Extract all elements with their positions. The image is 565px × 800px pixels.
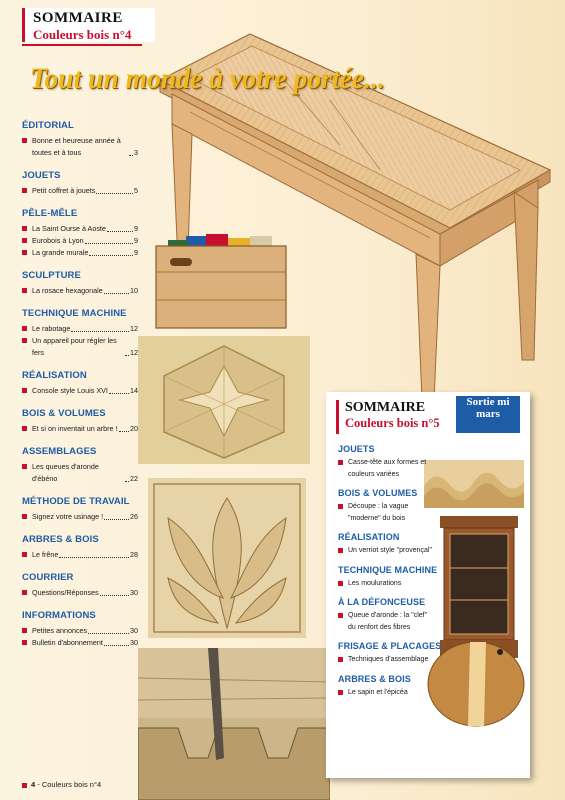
entry-page: 9 bbox=[134, 236, 138, 245]
leader-dots bbox=[119, 431, 130, 432]
entry-page: 30 bbox=[130, 588, 138, 597]
leader-dots bbox=[89, 255, 133, 256]
entry-text: Les queues d'aronde d'ébéno bbox=[32, 462, 99, 483]
entry-page: 12 bbox=[130, 348, 138, 357]
section-title: RÉALISATION bbox=[22, 370, 87, 381]
toc-section-realisation bbox=[22, 370, 138, 397]
section-title: RÉALISATION bbox=[338, 532, 400, 542]
header-title: SOMMAIRE bbox=[33, 10, 123, 26]
toc-section-courrier bbox=[22, 572, 138, 599]
entry-page: 12 bbox=[130, 324, 138, 333]
leader-dots bbox=[100, 595, 129, 596]
entry-text: Queue d'aronde : la "clef" du renfort des fibres bbox=[348, 612, 428, 631]
entry-text: Petites annonces bbox=[32, 626, 88, 635]
bullet-square-icon bbox=[22, 238, 27, 243]
toc-entry[interactable] bbox=[22, 461, 138, 485]
toc-entry[interactable] bbox=[22, 587, 138, 599]
section-title: ASSEMBLAGES bbox=[22, 446, 97, 457]
entry-text: Le sapin et l'épicéa bbox=[348, 688, 408, 696]
toc-section-bois-volumes bbox=[22, 408, 138, 435]
toc-entry[interactable] bbox=[22, 385, 138, 397]
toc-entry[interactable] bbox=[22, 335, 138, 359]
entry-page: 20 bbox=[130, 424, 138, 433]
next-issue-title: SOMMAIRE bbox=[345, 400, 426, 415]
leader-dots bbox=[88, 633, 129, 634]
section-title: JOUETS bbox=[22, 170, 61, 181]
next-entry[interactable] bbox=[338, 610, 432, 633]
next-issue-box bbox=[326, 392, 530, 778]
section-title: JOUETS bbox=[338, 444, 375, 454]
header-rule bbox=[22, 44, 142, 46]
entry-text: Eurobois à Lyon bbox=[32, 236, 84, 245]
section-title: SCULPTURE bbox=[22, 270, 81, 281]
entry-text: Techniques d'assemblage bbox=[348, 656, 429, 663]
section-title: BOIS & VOLUMES bbox=[22, 408, 106, 419]
bullet-square-icon bbox=[338, 460, 343, 465]
entry-text: La Saint Ourse à Aoste bbox=[32, 224, 106, 233]
bullet-square-icon bbox=[22, 138, 27, 143]
bullet-square-icon bbox=[22, 338, 27, 343]
leader-dots bbox=[104, 645, 129, 646]
bullet-square-icon bbox=[338, 548, 343, 553]
dovetail-illustration bbox=[138, 648, 330, 800]
toc-section-pele-mele bbox=[22, 208, 138, 259]
next-section-bois-volumes bbox=[338, 488, 524, 524]
next-section-jouets bbox=[338, 444, 524, 480]
next-entry[interactable] bbox=[338, 545, 432, 557]
toc-entry[interactable] bbox=[22, 285, 138, 297]
next-issue-contents bbox=[338, 444, 524, 706]
next-section-arbres-bois bbox=[338, 674, 524, 699]
entry-text: Un appareil pour régler les fers bbox=[32, 336, 117, 357]
bullet-square-icon bbox=[22, 226, 27, 231]
leader-dots bbox=[104, 519, 129, 520]
toc-entry[interactable] bbox=[22, 185, 138, 197]
bullet-square-icon bbox=[22, 783, 27, 788]
toc-entry[interactable] bbox=[22, 135, 138, 159]
entry-page: 5 bbox=[134, 186, 138, 195]
section-title: TECHNIQUE MACHINE bbox=[338, 564, 438, 575]
entry-page: 30 bbox=[130, 626, 138, 635]
section-title: TECHNIQUE MACHINE bbox=[22, 308, 127, 319]
next-entry[interactable] bbox=[338, 457, 432, 480]
entry-text: La rosace hexagonale bbox=[32, 286, 103, 295]
leader-dots bbox=[71, 331, 129, 332]
section-title: BOIS & VOLUMES bbox=[338, 488, 418, 498]
toc-entry[interactable] bbox=[22, 511, 138, 523]
toc-entry[interactable] bbox=[22, 549, 138, 561]
entry-text: La grande murale bbox=[32, 248, 89, 257]
bullet-square-icon bbox=[338, 581, 343, 586]
bullet-square-icon bbox=[22, 188, 27, 193]
entry-text: Découpe : la vague "moderne" du bois bbox=[348, 503, 409, 522]
release-badge: Sortie mi mars bbox=[456, 396, 520, 433]
entry-text: Petit coffret à jouets bbox=[32, 186, 96, 195]
next-section-realisation bbox=[338, 532, 524, 557]
toc-entry[interactable] bbox=[22, 247, 138, 259]
toy-box-illustration bbox=[146, 232, 294, 334]
entry-page: 14 bbox=[130, 386, 138, 395]
bullet-square-icon bbox=[22, 628, 27, 633]
footer-text: - Couleurs bois n°4 bbox=[37, 780, 102, 789]
entry-page: 30 bbox=[130, 638, 138, 647]
bullet-square-icon bbox=[22, 590, 27, 595]
table-of-contents bbox=[22, 120, 138, 660]
entry-text: Casse-tête aux formes et couleurs variées bbox=[348, 459, 427, 478]
bullet-square-icon bbox=[338, 504, 343, 509]
bullet-square-icon bbox=[22, 288, 27, 293]
entry-text: Questions/Réponses bbox=[32, 588, 99, 597]
next-section-technique-machine bbox=[338, 565, 524, 590]
toc-section-methode bbox=[22, 496, 138, 523]
bullet-square-icon bbox=[22, 326, 27, 331]
section-title: MÉTHODE DE TRAVAIL bbox=[22, 496, 130, 507]
bullet-square-icon bbox=[22, 640, 27, 645]
bullet-square-icon bbox=[22, 552, 27, 557]
bullet-square-icon bbox=[22, 426, 27, 431]
leader-dots bbox=[104, 293, 129, 294]
entry-text: Le rabotage bbox=[32, 324, 71, 333]
leader-dots bbox=[125, 481, 129, 482]
next-entry[interactable] bbox=[338, 578, 432, 590]
next-entry[interactable] bbox=[338, 501, 432, 524]
next-issue-subtitle: Couleurs bois n°5 bbox=[345, 416, 440, 430]
entry-text: Signez votre usinage ! bbox=[32, 512, 104, 521]
leader-dots bbox=[85, 243, 133, 244]
section-title: COURRIER bbox=[22, 572, 74, 583]
page-footer bbox=[22, 780, 101, 789]
bullet-square-icon bbox=[338, 690, 343, 695]
leader-dots bbox=[129, 155, 133, 156]
toc-section-sculpture bbox=[22, 270, 138, 297]
leader-dots bbox=[59, 557, 129, 558]
toc-entry[interactable] bbox=[22, 323, 138, 335]
next-section-frisage bbox=[338, 641, 524, 666]
entry-text: Et si on inventait un arbre ! bbox=[32, 424, 118, 433]
entry-text: Le frêne bbox=[32, 550, 59, 559]
toc-entry[interactable] bbox=[22, 423, 138, 435]
toc-section-jouets bbox=[22, 170, 138, 197]
toc-section-arbres-bois bbox=[22, 534, 138, 561]
toc-entry[interactable] bbox=[22, 223, 138, 235]
entry-page: 28 bbox=[130, 550, 138, 559]
bullet-square-icon bbox=[22, 514, 27, 519]
bullet-square-icon bbox=[22, 250, 27, 255]
next-entry[interactable] bbox=[338, 687, 432, 699]
entry-text: Un verriot style "provençal" bbox=[348, 547, 432, 554]
section-title: ARBRES & BOIS bbox=[22, 534, 99, 545]
leader-dots bbox=[125, 355, 129, 356]
toc-section-editorial bbox=[22, 120, 138, 159]
header-subtitle: Couleurs bois n°4 bbox=[33, 27, 132, 42]
section-title: ARBRES & BOIS bbox=[338, 673, 411, 684]
toc-entry[interactable] bbox=[22, 235, 138, 247]
toc-section-technique-machine bbox=[22, 308, 138, 359]
entry-text: Console style Louis XVI bbox=[32, 386, 108, 395]
section-title: ÉDITORIAL bbox=[22, 120, 74, 131]
page-number: 4 bbox=[31, 780, 36, 789]
entry-text: Bulletin d'abonnement bbox=[32, 638, 103, 647]
tagline: Tout un monde à votre portée... bbox=[30, 62, 385, 95]
section-title: FRISAGE & PLACAGES bbox=[338, 641, 442, 651]
bullet-square-icon bbox=[22, 388, 27, 393]
bullet-square-icon bbox=[22, 464, 27, 469]
next-issue-header bbox=[336, 400, 457, 434]
toc-section-informations bbox=[22, 610, 138, 649]
carved-panel-illustration bbox=[148, 478, 306, 638]
entry-page: 3 bbox=[134, 148, 138, 157]
toc-entry[interactable] bbox=[22, 637, 138, 649]
section-title: À LA DÉFONCEUSE bbox=[338, 597, 426, 607]
toc-section-assemblages bbox=[22, 446, 138, 485]
leader-dots bbox=[107, 231, 133, 232]
next-entry[interactable] bbox=[338, 654, 432, 666]
entry-page: 10 bbox=[130, 286, 138, 295]
section-title: INFORMATIONS bbox=[22, 610, 96, 621]
bullet-square-icon bbox=[338, 613, 343, 618]
entry-text: Bonne et heureuse année à toutes et à tous bbox=[32, 136, 121, 157]
bullet-square-icon bbox=[338, 657, 343, 662]
leader-dots bbox=[96, 193, 133, 194]
entry-page: 9 bbox=[134, 248, 138, 257]
entry-page: 26 bbox=[130, 512, 138, 521]
entry-page: 9 bbox=[134, 224, 138, 233]
rosette-illustration bbox=[138, 336, 310, 464]
entry-text: Les moulurations bbox=[348, 579, 402, 587]
magazine-header bbox=[22, 8, 155, 42]
section-title: PÊLE-MÊLE bbox=[22, 208, 78, 219]
leader-dots bbox=[109, 393, 129, 394]
entry-page: 22 bbox=[130, 474, 138, 483]
toc-entry[interactable] bbox=[22, 625, 138, 637]
next-section-defonceuse bbox=[338, 597, 524, 633]
